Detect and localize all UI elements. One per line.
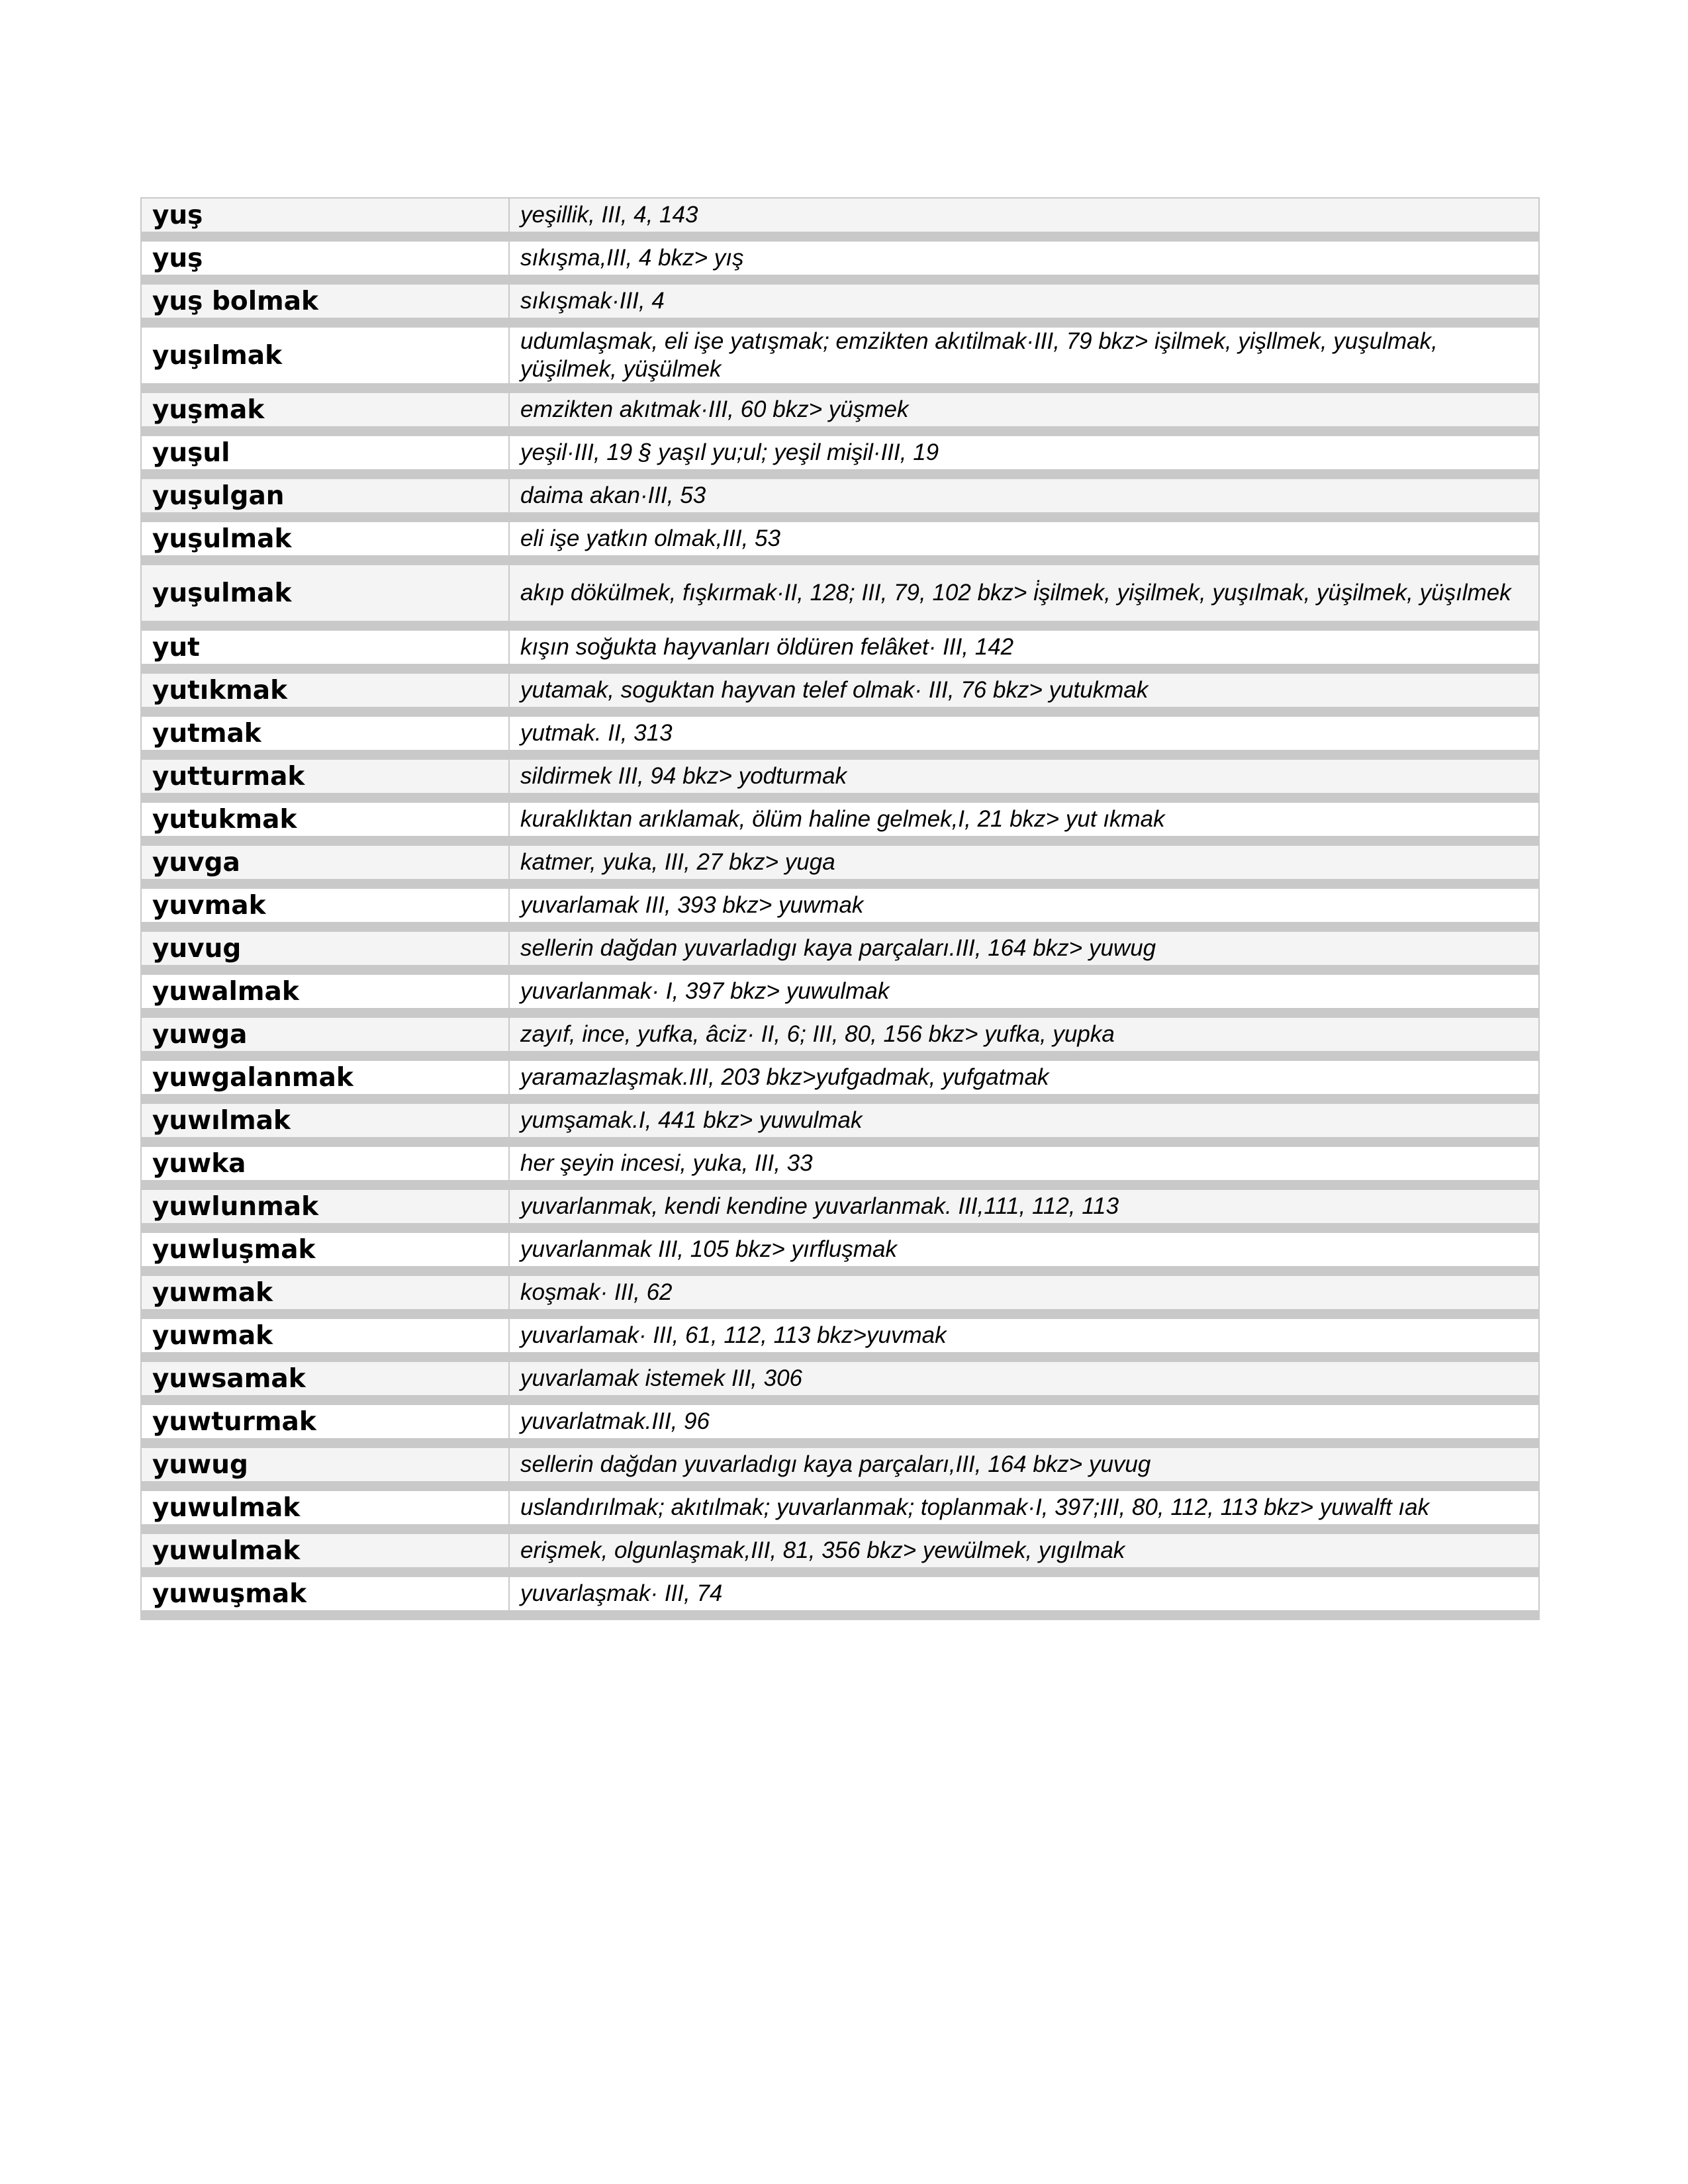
entry-term: yuşulmak [141, 518, 509, 561]
entry-term: yuwgalanmak [141, 1056, 509, 1099]
entry-term: yuwulmak [141, 1529, 509, 1572]
entry-definition: yuvarlamak istemek III, 306 [509, 1357, 1539, 1400]
entry-definition: yuvarlaşmak· III, 74 [509, 1572, 1539, 1615]
entry-term: yuşul [141, 432, 509, 475]
entry-term: yuwsamak [141, 1357, 509, 1400]
table-row [141, 1357, 1539, 1400]
entry-term: yuwmak [141, 1271, 509, 1314]
entry-term: yuşmak [141, 388, 509, 432]
entry-definition: akıp dökülmek, fışkırmak·II, 128; III, 79, 102 bkz> i̇şilmek, yişilmek, yuşılmak, yüşilmek, yüşılmek [509, 561, 1539, 626]
entry-term: yutturmak [141, 755, 509, 798]
table-row [141, 669, 1539, 712]
entry-term: yuwmak [141, 1314, 509, 1357]
entry-definition: koşmak· III, 62 [509, 1271, 1539, 1314]
entry-definition: sıkışmak·III, 4 [509, 280, 1539, 323]
table-row [141, 1572, 1539, 1615]
entry-term: yuwılmak [141, 1099, 509, 1142]
table-row [141, 1529, 1539, 1572]
table-row [141, 1228, 1539, 1271]
table-row [141, 475, 1539, 518]
table-row [141, 561, 1539, 626]
entry-definition: yutamak, soguktan hayvan telef olmak· III, 76 bkz> yutukmak [509, 669, 1539, 712]
entry-definition: yuvarlanmak III, 105 bkz> yırfluşmak [509, 1228, 1539, 1271]
entry-definition: sellerin dağdan yuvarladıgı kaya parçaları,III, 164 bkz> yuvug [509, 1443, 1539, 1486]
entry-term: yuwulmak [141, 1486, 509, 1529]
entry-definition: daima akan·III, 53 [509, 475, 1539, 518]
table-row [141, 198, 1539, 237]
table-row [141, 1486, 1539, 1529]
entry-definition: kışın soğukta hayvanları öldüren felâket· III, 142 [509, 626, 1539, 669]
table-row [141, 970, 1539, 1013]
entry-term: yuvug [141, 927, 509, 970]
table-row [141, 432, 1539, 475]
entry-definition: yuvarlanmak· I, 397 bkz> yuwulmak [509, 970, 1539, 1013]
entry-term: yuşulgan [141, 475, 509, 518]
table-row [141, 1142, 1539, 1185]
entry-definition: yutmak. II, 313 [509, 712, 1539, 755]
table-row [141, 1056, 1539, 1099]
table-row [141, 280, 1539, 323]
entry-definition: eli işe yatkın olmak,III, 53 [509, 518, 1539, 561]
table-row [141, 1099, 1539, 1142]
entry-term: yuşulmak [141, 561, 509, 626]
table-row [141, 518, 1539, 561]
entry-definition: yuvarlatmak.III, 96 [509, 1400, 1539, 1443]
entry-term: yuwluşmak [141, 1228, 509, 1271]
table-row [141, 388, 1539, 432]
entry-term: yuş bolmak [141, 280, 509, 323]
table-row [141, 1271, 1539, 1314]
table-row [141, 1443, 1539, 1486]
table-row [141, 884, 1539, 927]
table-row [141, 755, 1539, 798]
entry-definition: yuvarlamak III, 393 bkz> yuwmak [509, 884, 1539, 927]
table-row [141, 1314, 1539, 1357]
entry-term: yuwturmak [141, 1400, 509, 1443]
entry-term: yuş [141, 237, 509, 280]
entry-term: yuwka [141, 1142, 509, 1185]
entry-definition: yuvarlamak· III, 61, 112, 113 bkz>yuvmak [509, 1314, 1539, 1357]
entry-definition: yaramazlaşmak.III, 203 bkz>yufgadmak, yufgatmak [509, 1056, 1539, 1099]
entry-definition: her şeyin incesi, yuka, III, 33 [509, 1142, 1539, 1185]
entry-term: yuşılmak [141, 323, 509, 388]
table-row [141, 798, 1539, 841]
entry-definition: erişmek, olgunlaşmak,III, 81, 356 bkz> yewülmek, yıgılmak [509, 1529, 1539, 1572]
table-row [141, 1185, 1539, 1228]
entry-term: yuwga [141, 1013, 509, 1056]
entry-definition: sellerin dağdan yuvarladıgı kaya parçaları.III, 164 bkz> yuwug [509, 927, 1539, 970]
table-row [141, 237, 1539, 280]
entry-definition: yumşamak.I, 441 bkz> yuwulmak [509, 1099, 1539, 1142]
entry-term: yuvmak [141, 884, 509, 927]
table-row [141, 323, 1539, 388]
entry-term: yuş [141, 198, 509, 237]
entry-definition: sildirmek III, 94 bkz> yodturmak [509, 755, 1539, 798]
entry-term: yuvga [141, 841, 509, 884]
entry-definition: zayıf, ince, yufka, âciz· II, 6; III, 80, 156 bkz> yufka, yupka [509, 1013, 1539, 1056]
entry-term: yuwug [141, 1443, 509, 1486]
entry-definition: katmer, yuka, III, 27 bkz> yuga [509, 841, 1539, 884]
entry-definition: emzikten akıtmak·III, 60 bkz> yüşmek [509, 388, 1539, 432]
entry-term: yutıkmak [141, 669, 509, 712]
entry-definition: yeşillik, III, 4, 143 [509, 198, 1539, 237]
entry-definition: yeşil·III, 19 § yaşıl yu;ul; yeşil mişil·III, 19 [509, 432, 1539, 475]
entry-term: yutmak [141, 712, 509, 755]
table-row [141, 927, 1539, 970]
dictionary-table [140, 197, 1540, 1620]
entry-definition: kuraklıktan arıklamak, ölüm haline gelmek,I, 21 bkz> yut ıkmak [509, 798, 1539, 841]
table-row [141, 1400, 1539, 1443]
entry-term: yut [141, 626, 509, 669]
entry-definition: udumlaşmak, eli işe yatışmak; emzikten akıtilmak·III, 79 bkz> işilmek, yişllmek, yuşulmak, yüşilmek, yüşülmek [509, 323, 1539, 388]
table-row [141, 626, 1539, 669]
entry-definition: uslandırılmak; akıtılmak; yuvarlanmak; toplanmak·I, 397;III, 80, 112, 113 bkz> yuwalft ıak [509, 1486, 1539, 1529]
entry-term: yuwlunmak [141, 1185, 509, 1228]
entry-term: yuwalmak [141, 970, 509, 1013]
entry-term: yutukmak [141, 798, 509, 841]
table-row [141, 1013, 1539, 1056]
table-row [141, 712, 1539, 755]
entry-definition: yuvarlanmak, kendi kendine yuvarlanmak. III,111, 112, 113 [509, 1185, 1539, 1228]
entry-definition: sıkışma,III, 4 bkz> yış [509, 237, 1539, 280]
table-row [141, 841, 1539, 884]
entry-term: yuwuşmak [141, 1572, 509, 1615]
